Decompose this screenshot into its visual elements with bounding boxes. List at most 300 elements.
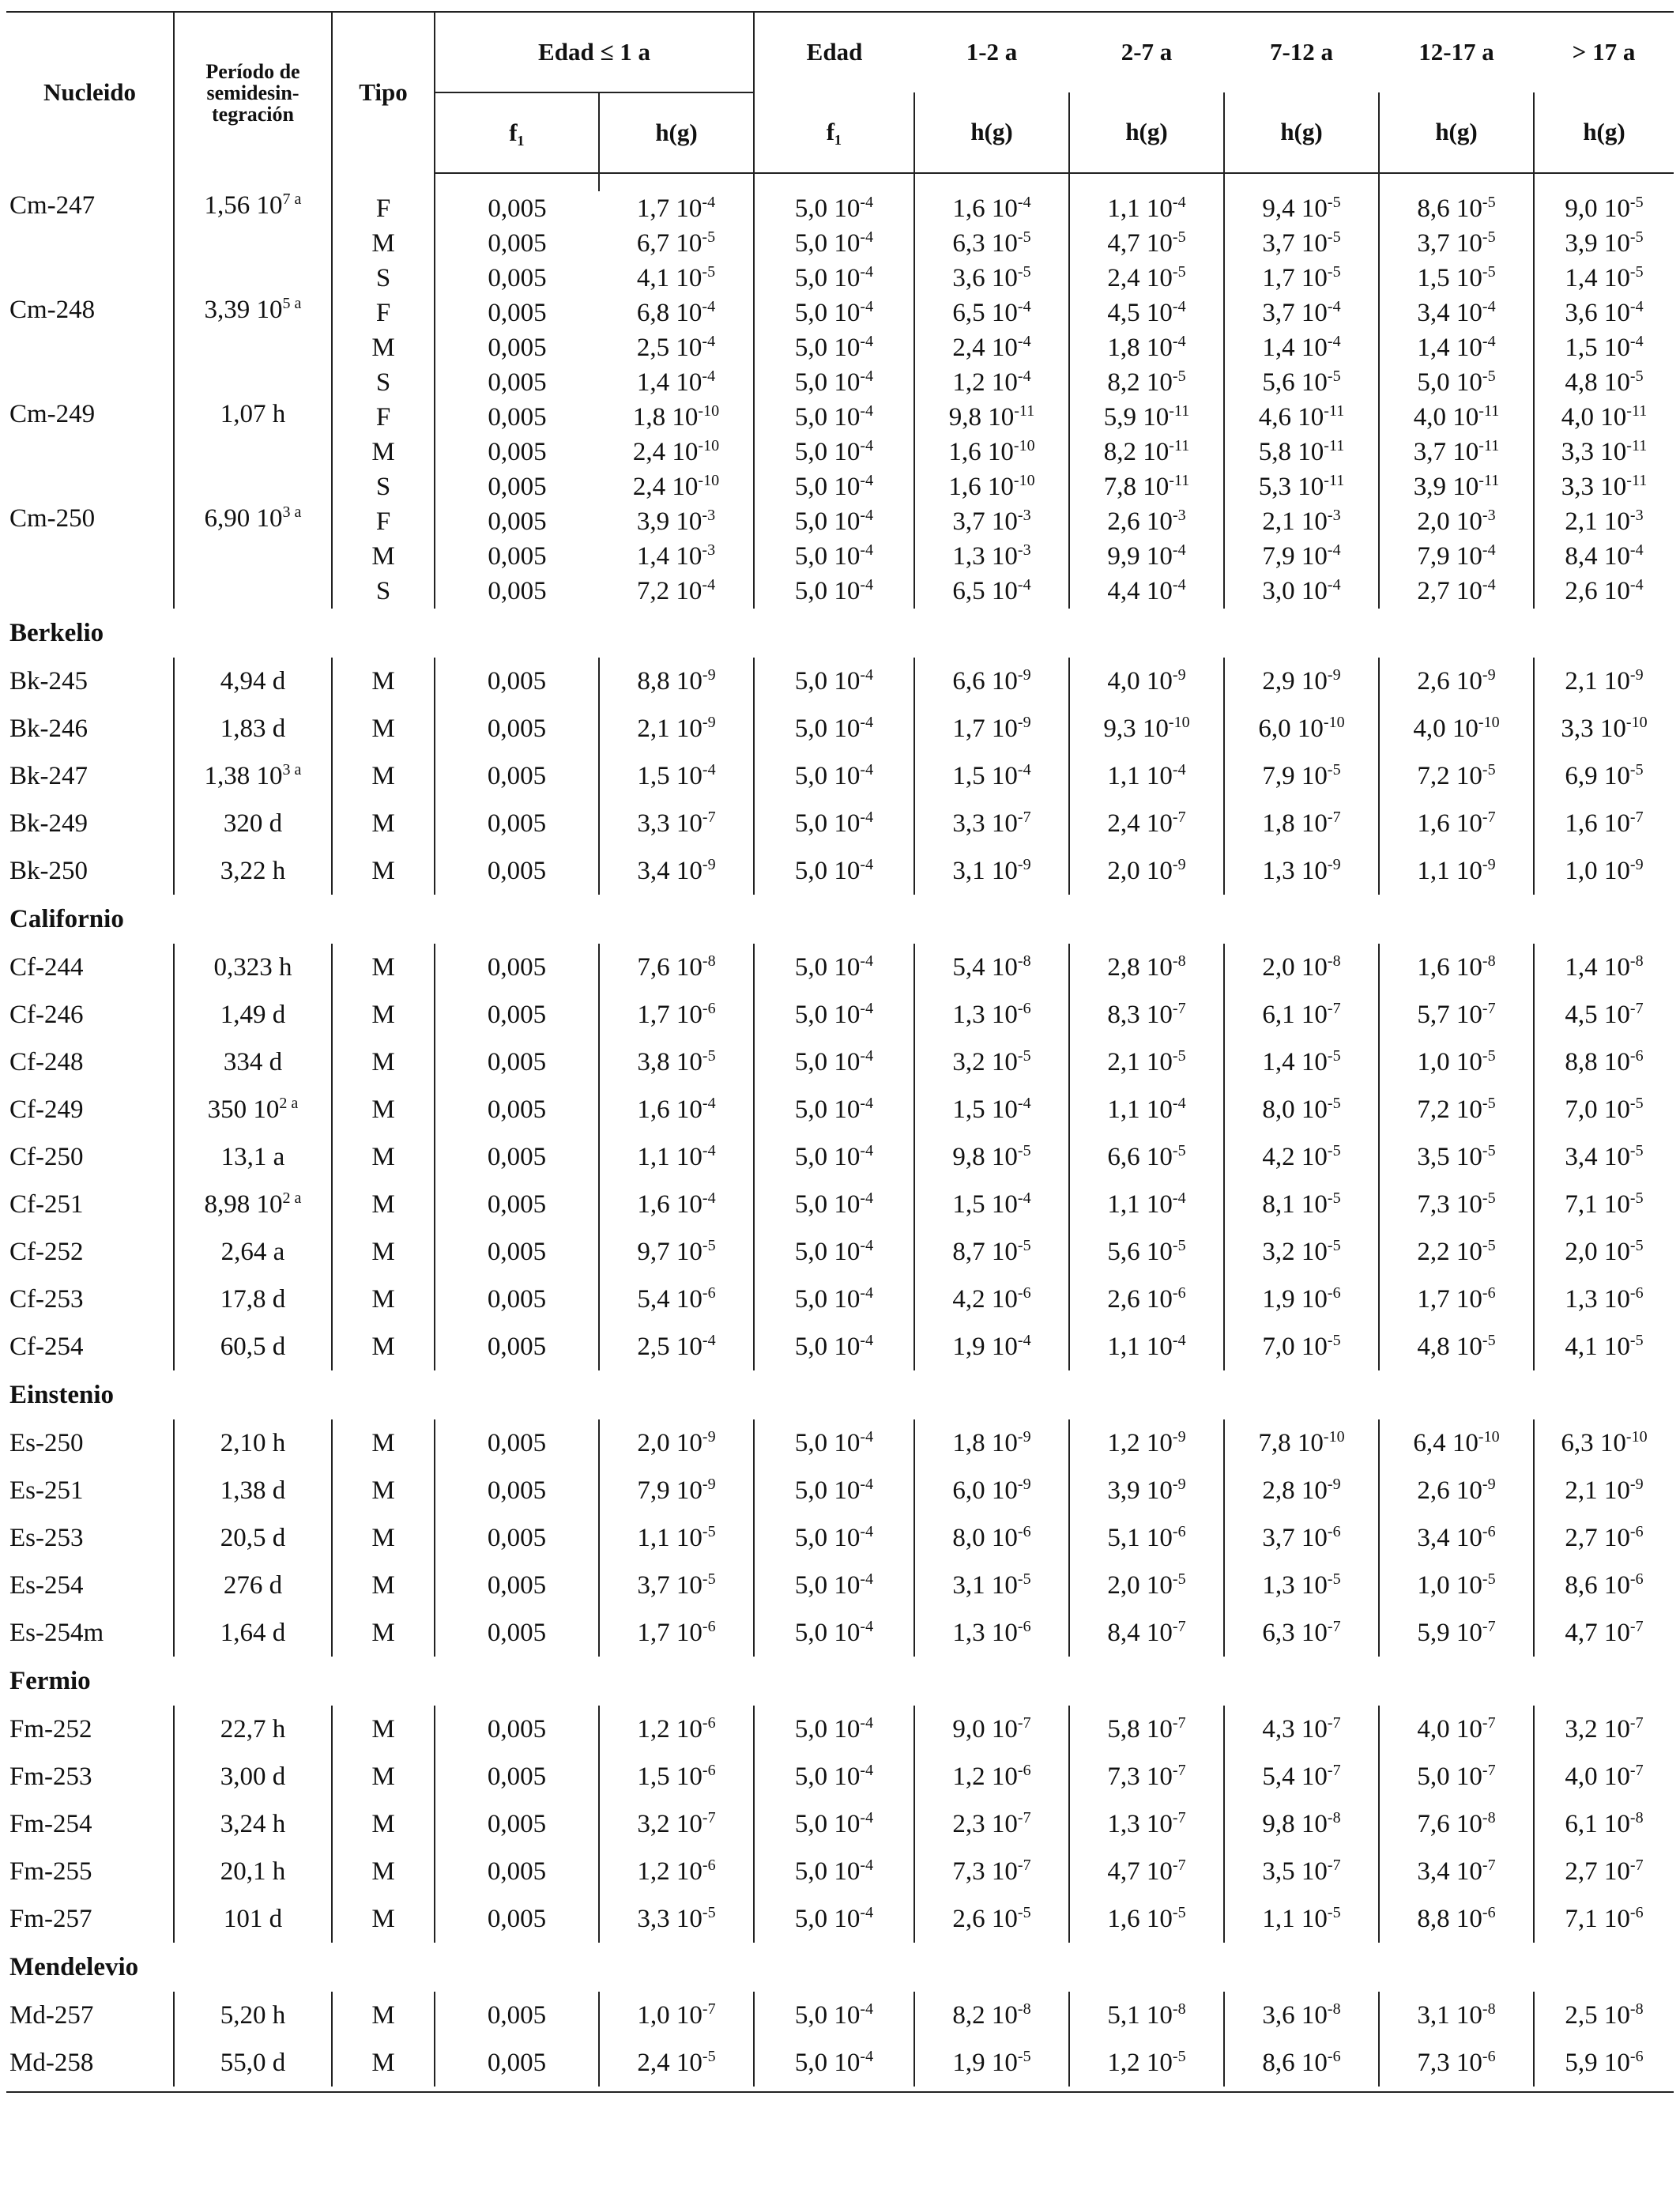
header-age-7-12: 7-12 a [1224,12,1379,92]
hg-2-7: 3,9 $10^{-9}$ [1069,1467,1224,1514]
value-line: 3,3 $10^{-11}$ [1561,472,1648,501]
value-line: 1,6 $10^{-10}$ [948,437,1035,466]
value-line: 1,7 $10^{-4}$ [636,194,716,223]
nuclide-row [6,1562,1674,1609]
hg-gt-17: 4,7 $10^{-7}$ [1534,1609,1674,1657]
hg-1-2: 8,2 $10^{-8}$ [914,1992,1069,2039]
value-line: 1,3 $10^{-3}$ [952,541,1031,571]
dose-coefficient-table-page [6,11,1674,2087]
nuclide-name: Bk-250 [9,856,88,885]
hg-infant: 1,7 $10^{-6}$ [599,1609,754,1657]
hg-12-17: 7,3 $10^{-5}$ [1379,1181,1534,1228]
value-line: 3,0 $10^{-4}$ [1262,576,1341,605]
value-line: 5,0 $10^{-4}$ [794,541,874,571]
value-line: 7,9 $10^{-4}$ [1262,541,1341,571]
f1-infant: 0,005 [435,991,599,1039]
hg-1-2: 1,5 $10^{-4}$ [914,1181,1069,1228]
spacer-cell [754,173,914,191]
lung-type: M [332,1086,435,1133]
hg-12-17: 2,6 $10^{-9}$ [1379,1467,1534,1514]
hg-infant: 1,1 $10^{-5}$ [599,1514,754,1562]
hg-12-17: 7,6 $10^{-8}$ [1379,1800,1534,1848]
hg-12-17: 3,1 $10^{-8}$ [1379,1992,1534,2039]
value-line: 4,8 $10^{-5}$ [1565,368,1644,397]
hg-7-12: 8,0 $10^{-5}$ [1224,1086,1379,1133]
hg-12-17: 1,0 $10^{-5}$ [1379,1039,1534,1086]
hg-7-12: 1,9 $10^{-6}$ [1224,1276,1379,1323]
hg-gt-17: 2,1 $10^{-9}$ [1534,658,1674,705]
hg-2-7: 2,8 $10^{-8}$ [1069,944,1224,991]
nuclide-name: Fm-255 [9,1857,92,1886]
hg-7-12: 2,8 $10^{-9}$ [1224,1467,1379,1514]
hg-1-2 [914,504,1069,609]
header-half-life-line3: tegración [212,103,294,126]
f1-infant: 0,005 [435,1323,599,1370]
hg-1-2: 6,0 $10^{-9}$ [914,1467,1069,1514]
hg-1-2: 9,8 $10^{-5}$ [914,1133,1069,1181]
hg-2-7: 6,6 $10^{-5}$ [1069,1133,1224,1181]
hg-gt-17 [1534,191,1674,296]
f1-infant: 0,005 [435,1895,599,1943]
f1-other: 5,0 $10^{-4}$ [754,1467,914,1514]
value-line: 1,8 $10^{-10}$ [632,402,720,432]
spacer-cell [914,173,1069,191]
hg-2-7: 5,1 $10^{-8}$ [1069,1992,1224,2039]
nuclide-row [6,1181,1674,1228]
lung-type: M [332,991,435,1039]
hg-2-7: 1,3 $10^{-7}$ [1069,1800,1224,1848]
nuclide-row [6,1276,1674,1323]
value-line: S [375,473,391,501]
value-line: 2,1 $10^{-3}$ [1262,507,1341,536]
hg-7-12: 3,7 $10^{-6}$ [1224,1514,1379,1562]
hg-infant: 3,2 $10^{-7}$ [599,1800,754,1848]
value-line: 0,005 [488,577,547,605]
f1-other: 5,0 $10^{-4}$ [754,1848,914,1895]
header-half-life-line2: semidesin- [206,81,299,104]
value-line: 5,0 $10^{-5}$ [1417,368,1496,397]
hg-12-17: 6,4 $10^{-10}$ [1379,1419,1534,1467]
header-hg-2-7: h(g) [1069,92,1224,173]
value-line: 6,7 $10^{-5}$ [636,228,716,258]
value-line: 2,4 $10^{-10}$ [632,472,720,501]
half-life: 13,1 a [174,1133,332,1181]
nuclide-name: Fm-254 [9,1809,92,1838]
hg-infant: 1,7 $10^{-6}$ [599,991,754,1039]
f1-infant: 0,005 [435,1800,599,1848]
f1-infant [435,296,599,400]
header-f1-infant: f₁ [435,92,599,173]
hg-7-12: 6,3 $10^{-7}$ [1224,1609,1379,1657]
value-line: 5,0 $10^{-4}$ [794,507,874,536]
hg-12-17: 5,7 $10^{-7}$ [1379,991,1534,1039]
hg-infant: 5,4 $10^{-6}$ [599,1276,754,1323]
lung-type: M [332,1039,435,1086]
f1-infant: 0,005 [435,800,599,847]
nuclide-row [6,847,1674,895]
hg-1-2: 1,9 $10^{-4}$ [914,1323,1069,1370]
hg-infant: 3,4 $10^{-9}$ [599,847,754,895]
hg-gt-17: 8,6 $10^{-6}$ [1534,1562,1674,1609]
value-line: 2,1 $10^{-3}$ [1565,507,1644,536]
value-line: 1,1 $10^{-4}$ [1107,194,1186,223]
element-section-row [6,1943,1674,1992]
hg-2-7: 4,7 $10^{-7}$ [1069,1848,1224,1895]
value-line: 0,005 [488,438,547,466]
value-line: M [371,438,395,466]
nuclide-name: Cf-249 [9,1095,84,1124]
nuclide-row [6,1514,1674,1562]
f1-infant: 0,005 [435,1562,599,1609]
value-line: 9,4 $10^{-5}$ [1262,194,1341,223]
lung-type: M [332,1562,435,1609]
hg-infant: 7,9 $10^{-9}$ [599,1467,754,1514]
nuclide-name: Md-257 [9,2000,94,2030]
hg-12-17: 1,1 $10^{-9}$ [1379,847,1534,895]
header-type: Tipo [332,12,435,173]
value-line: 1,4 $10^{-5}$ [1565,263,1644,292]
f1-other: 5,0 $10^{-4}$ [754,1133,914,1181]
lung-type: M [332,2039,435,2087]
nuclide-row [6,658,1674,705]
value-line: 4,7 $10^{-5}$ [1107,228,1186,258]
value-line: 5,0 $10^{-4}$ [794,576,874,605]
f1-other: 5,0 $10^{-4}$ [754,1181,914,1228]
half-life: 4,94 d [174,658,332,705]
value-line: 7,9 $10^{-4}$ [1417,541,1496,571]
element-section-row [6,1370,1674,1419]
f1-other: 5,0 $10^{-4}$ [754,944,914,991]
f1-infant: 0,005 [435,752,599,800]
nuclide-name: Es-251 [9,1476,84,1505]
hg-7-12: 7,9 $10^{-5}$ [1224,752,1379,800]
hg-gt-17: 1,3 $10^{-6}$ [1534,1276,1674,1323]
nuclide-row [6,1039,1674,1086]
nuclide-row [6,944,1674,991]
hg-7-12: 5,4 $10^{-7}$ [1224,1753,1379,1800]
lung-type: M [332,705,435,752]
lung-type: M [332,847,435,895]
hg-7-12: 4,2 $10^{-5}$ [1224,1133,1379,1181]
hg-infant: 1,2 $10^{-6}$ [599,1706,754,1753]
hg-2-7: 7,3 $10^{-7}$ [1069,1753,1224,1800]
nuclide-name: Cf-253 [9,1284,84,1314]
hg-12-17 [1379,296,1534,400]
nuclide-row [6,1086,1674,1133]
value-line: 0,005 [488,542,547,571]
spacer-cell [1534,173,1674,191]
value-line: 8,2 $10^{-11}$ [1103,437,1190,466]
f1-other: 5,0 $10^{-4}$ [754,705,914,752]
hg-gt-17: 7,0 $10^{-5}$ [1534,1086,1674,1133]
nuclide-name: Es-254 [9,1570,84,1600]
value-line: F [375,194,391,223]
half-life: 3,00 d [174,1753,332,1800]
f1-infant: 0,005 [435,1276,599,1323]
hg-1-2: 1,8 $10^{-9}$ [914,1419,1069,1467]
element-section-row [6,609,1674,658]
f1-infant: 0,005 [435,1706,599,1753]
table-header [6,12,1674,173]
half-life: 276 d [174,1562,332,1609]
value-line: 5,0 $10^{-4}$ [794,263,874,292]
hg-1-2: 4,2 $10^{-6}$ [914,1276,1069,1323]
hg-7-12: 1,4 $10^{-5}$ [1224,1039,1379,1086]
f1-infant: 0,005 [435,1467,599,1514]
value-line: 4,1 $10^{-5}$ [636,263,716,292]
value-line: 1,4 $10^{-4}$ [636,368,716,397]
value-line: M [371,334,395,362]
value-line: 3,7 $10^{-5}$ [1262,228,1341,258]
header-age-1-2: 1-2 a [914,12,1069,92]
value-line: 0,005 [488,473,547,501]
table-body [6,173,1674,2087]
hg-2-7: 1,2 $10^{-9}$ [1069,1419,1224,1467]
half-life: 1,49 d [174,991,332,1039]
hg-gt-17: 1,0 $10^{-9}$ [1534,847,1674,895]
nuclide-row [6,1992,1674,2039]
f1-other [754,296,914,400]
value-line: M [371,542,395,571]
half-life: 17,8 d [174,1276,332,1323]
element-section-title: Californio [9,904,124,933]
value-line: 0,005 [488,194,547,223]
f1-infant [435,191,599,296]
hg-infant [599,296,754,400]
hg-infant [599,191,754,296]
hg-7-12 [1224,400,1379,504]
value-line: 4,6 $10^{-11}$ [1258,402,1345,432]
hg-7-12: 2,9 $10^{-9}$ [1224,658,1379,705]
spacer-cell [599,173,754,191]
value-line: 2,4 $10^{-5}$ [1107,263,1186,292]
half-life: 1,83 d [174,705,332,752]
value-line: 3,4 $10^{-4}$ [1417,298,1496,327]
half-life: 20,5 d [174,1514,332,1562]
value-line: 5,0 $10^{-4}$ [794,194,874,223]
lung-type: M [332,1895,435,1943]
hg-12-17: 1,6 $10^{-8}$ [1379,944,1534,991]
hg-12-17 [1379,191,1534,296]
hg-1-2: 1,7 $10^{-9}$ [914,705,1069,752]
value-line: 1,8 $10^{-4}$ [1107,333,1186,362]
value-line: 0,005 [488,229,547,258]
nuclide-group-row [6,504,1674,609]
hg-1-2: 1,2 $10^{-6}$ [914,1753,1069,1800]
half-life: 350 $10^{2 a}$ [174,1086,332,1133]
value-line: 3,7 $10^{-5}$ [1417,228,1496,258]
element-section-title: Einstenio [9,1380,115,1409]
value-line: 8,6 $10^{-5}$ [1417,194,1496,223]
half-life: 5,20 h [174,1992,332,2039]
value-line: 6,8 $10^{-4}$ [636,298,716,327]
header-age-gt-17: > 17 a [1534,12,1674,92]
value-line: 3,9 $10^{-11}$ [1413,472,1500,501]
nuclide-row [6,705,1674,752]
lung-type: M [332,944,435,991]
hg-gt-17: 1,4 $10^{-8}$ [1534,944,1674,991]
f1-infant: 0,005 [435,705,599,752]
nuclide-row [6,1895,1674,1943]
value-line: 5,0 $10^{-4}$ [794,472,874,501]
lung-type: M [332,658,435,705]
spacer-row [6,173,1674,191]
value-line: 5,3 $10^{-11}$ [1258,472,1345,501]
hg-7-12 [1224,504,1379,609]
hg-12-17: 5,0 $10^{-7}$ [1379,1753,1534,1800]
f1-infant: 0,005 [435,1228,599,1276]
hg-infant: 2,5 $10^{-4}$ [599,1323,754,1370]
hg-7-12: 3,2 $10^{-5}$ [1224,1228,1379,1276]
f1-infant: 0,005 [435,1609,599,1657]
nuclide-row [6,800,1674,847]
value-line: F [375,403,391,432]
hg-1-2 [914,296,1069,400]
f1-other: 5,0 $10^{-4}$ [754,2039,914,2087]
value-line: 4,0 $10^{-11}$ [1561,402,1648,432]
f1-infant [435,504,599,609]
f1-other: 5,0 $10^{-4}$ [754,1992,914,2039]
value-line: 2,6 $10^{-4}$ [1565,576,1644,605]
nuclide-name: Fm-252 [9,1714,92,1744]
f1-infant: 0,005 [435,658,599,705]
hg-7-12: 7,8 $10^{-10}$ [1224,1419,1379,1467]
f1-other: 5,0 $10^{-4}$ [754,800,914,847]
header-half-life-line1: Período de [205,59,300,83]
nuclide-name: Cf-248 [9,1047,84,1076]
f1-infant: 0,005 [435,1992,599,2039]
hg-1-2: 1,5 $10^{-4}$ [914,1086,1069,1133]
hg-gt-17: 4,1 $10^{-5}$ [1534,1323,1674,1370]
header-f1-other: f₁ [754,92,914,173]
hg-2-7: 1,6 $10^{-5}$ [1069,1895,1224,1943]
lung-type: M [332,1276,435,1323]
hg-gt-17: 7,1 $10^{-5}$ [1534,1181,1674,1228]
header-age-12-17: 12-17 a [1379,12,1534,92]
value-line: 1,4 $10^{-3}$ [636,541,716,571]
hg-infant: 9,7 $10^{-5}$ [599,1228,754,1276]
nuclide-row [6,1609,1674,1657]
hg-12-17: 4,8 $10^{-5}$ [1379,1323,1534,1370]
value-line: 4,5 $10^{-4}$ [1107,298,1186,327]
hg-2-7: 2,0 $10^{-5}$ [1069,1562,1224,1609]
hg-infant [599,400,754,504]
value-line: 0,005 [488,368,547,397]
hg-12-17: 4,0 $10^{-10}$ [1379,705,1534,752]
value-line: S [375,577,391,605]
hg-7-12 [1224,191,1379,296]
nuclide-row [6,1848,1674,1895]
f1-infant: 0,005 [435,1039,599,1086]
half-life: 2,10 h [174,1419,332,1467]
hg-7-12: 6,1 $10^{-7}$ [1224,991,1379,1039]
value-line: 5,0 $10^{-4}$ [794,333,874,362]
value-line: 2,5 $10^{-4}$ [636,333,716,362]
half-life: 3,39 $10^{5 a}$ [174,296,332,400]
value-line: 1,2 $10^{-4}$ [952,368,1031,397]
hg-gt-17 [1534,296,1674,400]
f1-other: 5,0 $10^{-4}$ [754,1609,914,1657]
f1-other: 5,0 $10^{-4}$ [754,1706,914,1753]
hg-1-2: 7,3 $10^{-7}$ [914,1848,1069,1895]
hg-1-2: 3,1 $10^{-9}$ [914,847,1069,895]
hg-12-17: 3,4 $10^{-7}$ [1379,1848,1534,1895]
hg-gt-17: 3,3 $10^{-10}$ [1534,705,1674,752]
value-line: S [375,368,391,397]
hg-gt-17: 4,0 $10^{-7}$ [1534,1753,1674,1800]
value-line: 0,005 [488,334,547,362]
nuclide-name: Cf-246 [9,1000,84,1029]
value-line: 1,6 $10^{-4}$ [952,194,1031,223]
value-line: 1,4 $10^{-4}$ [1262,333,1341,362]
value-line: 4,0 $10^{-11}$ [1413,402,1500,432]
nuclide-name: Cf-244 [9,952,84,982]
hg-2-7: 5,1 $10^{-6}$ [1069,1514,1224,1562]
f1-other: 5,0 $10^{-4}$ [754,1562,914,1609]
hg-7-12: 4,3 $10^{-7}$ [1224,1706,1379,1753]
value-line: 5,6 $10^{-5}$ [1262,368,1341,397]
hg-2-7 [1069,191,1224,296]
hg-2-7: 8,4 $10^{-7}$ [1069,1609,1224,1657]
nuclide-name: Cf-251 [9,1189,84,1219]
hg-gt-17: 5,9 $10^{-6}$ [1534,2039,1674,2087]
hg-gt-17: 4,5 $10^{-7}$ [1534,991,1674,1039]
lung-type [332,191,435,296]
hg-infant: 1,5 $10^{-6}$ [599,1753,754,1800]
hg-gt-17: 2,7 $10^{-6}$ [1534,1514,1674,1562]
hg-infant: 3,8 $10^{-5}$ [599,1039,754,1086]
value-line: 5,0 $10^{-4}$ [794,402,874,432]
nuclide-row [6,1323,1674,1370]
nuclide-row [6,991,1674,1039]
hg-2-7: 2,1 $10^{-5}$ [1069,1039,1224,1086]
nuclide-name: Cm-247 [9,191,96,220]
hg-2-7: 2,6 $10^{-6}$ [1069,1276,1224,1323]
hg-7-12: 7,0 $10^{-5}$ [1224,1323,1379,1370]
half-life: 22,7 h [174,1706,332,1753]
nuclide-group-row [6,296,1674,400]
hg-12-17: 1,7 $10^{-6}$ [1379,1276,1534,1323]
hg-gt-17 [1534,400,1674,504]
nuclide-name: Es-253 [9,1523,84,1552]
value-line: 0,005 [488,403,547,432]
nuclide-name: Cm-249 [9,400,96,428]
nuclide-group-row [6,400,1674,504]
half-life: 20,1 h [174,1848,332,1895]
spacer-cell [1069,173,1224,191]
value-line: 2,6 $10^{-3}$ [1107,507,1186,536]
f1-infant: 0,005 [435,1753,599,1800]
value-line: F [375,507,391,536]
f1-infant: 0,005 [435,1848,599,1895]
value-line: 2,0 $10^{-3}$ [1417,507,1496,536]
hg-infant: 2,0 $10^{-9}$ [599,1419,754,1467]
f1-other: 5,0 $10^{-4}$ [754,1276,914,1323]
hg-2-7 [1069,400,1224,504]
hg-infant: 1,2 $10^{-6}$ [599,1848,754,1895]
f1-other: 5,0 $10^{-4}$ [754,847,914,895]
hg-2-7: 4,0 $10^{-9}$ [1069,658,1224,705]
f1-other: 5,0 $10^{-4}$ [754,1514,914,1562]
lung-type [332,400,435,504]
header-hg-infant: h(g) [599,92,754,173]
nuclide-name: Cm-250 [9,504,96,533]
half-life: 60,5 d [174,1323,332,1370]
nuclide-row [6,752,1674,800]
nuclide-row [6,1467,1674,1514]
nuclide-name: Cf-254 [9,1332,84,1361]
half-life: 2,64 a [174,1228,332,1276]
